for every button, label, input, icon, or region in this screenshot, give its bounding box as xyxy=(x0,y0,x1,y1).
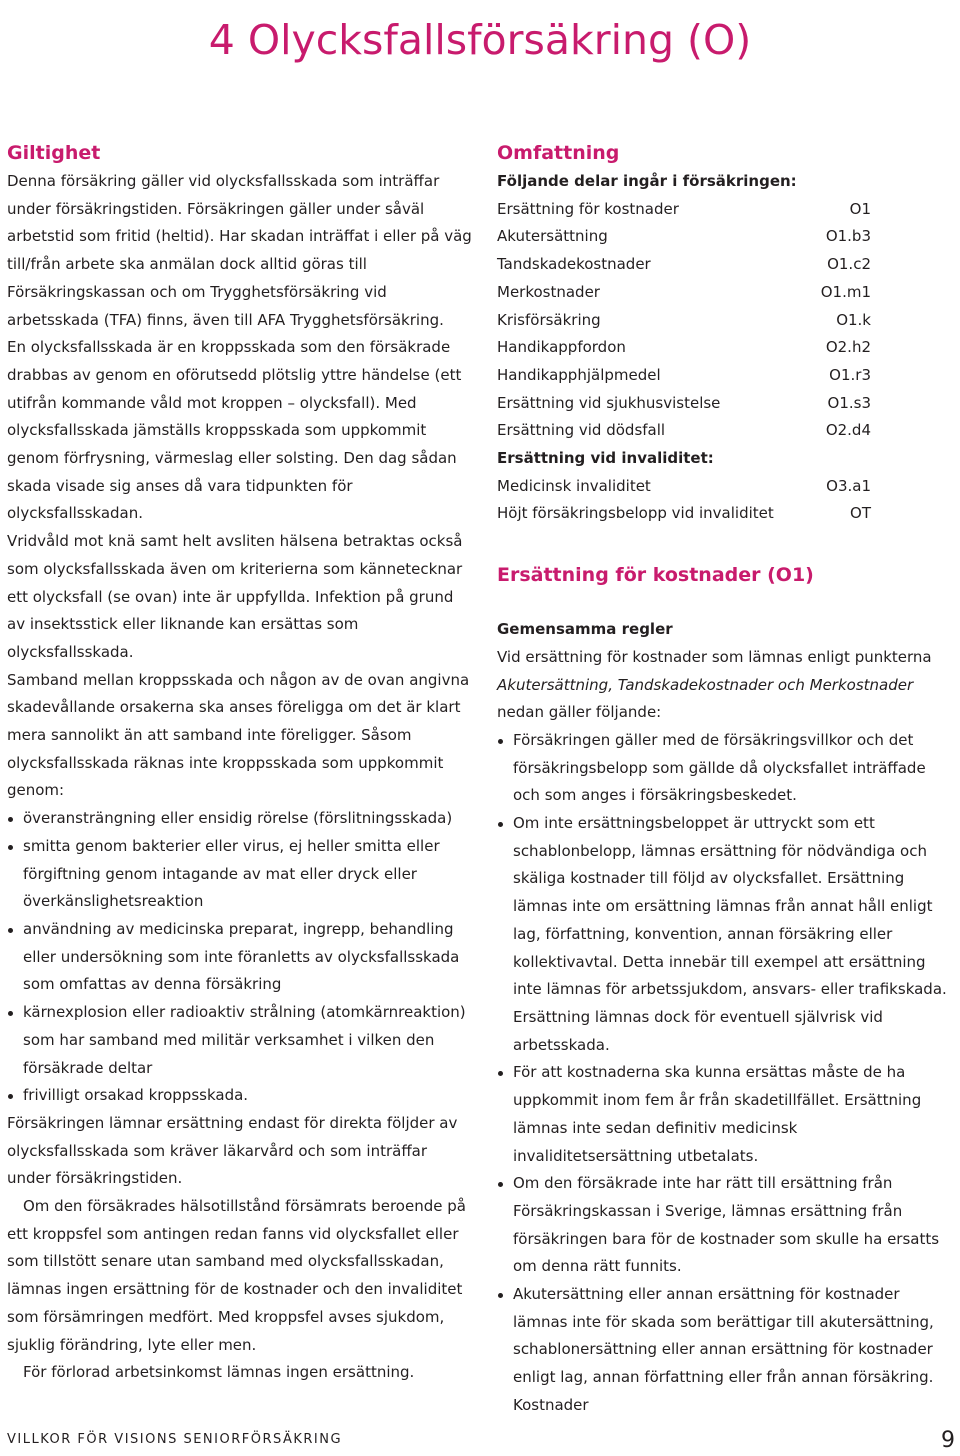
intro-text-b: Akutersättning, Tandskadekostnader och Merkostnader xyxy=(497,675,914,694)
exclusion-list xyxy=(7,805,473,1110)
invaliditet-table xyxy=(497,473,957,528)
paragraph-7: För förlorad arbetsinkomst lämnas ingen ersättning. xyxy=(23,1363,415,1382)
row-code: O1.r3 xyxy=(829,365,871,384)
intro-paragraph xyxy=(497,644,957,727)
row-code: O1.c2 xyxy=(827,255,871,274)
row-code: O2.h2 xyxy=(825,338,871,357)
row-label: Akutersättning xyxy=(497,227,608,246)
row-code: O2.d4 xyxy=(825,421,871,440)
row-label: Krisförsäkring xyxy=(497,310,601,329)
row-label: Tandskadekostnader xyxy=(497,255,651,274)
table-row xyxy=(497,334,957,362)
table-row xyxy=(497,251,957,279)
row-code: O1.m1 xyxy=(820,282,871,301)
row-label: Höjt försäkringsbelopp vid invaliditet xyxy=(497,504,774,523)
table-row xyxy=(497,417,957,445)
intro-text-c: nedan gäller följande: xyxy=(497,703,662,722)
table-row xyxy=(497,500,957,528)
paragraph-5: Försäkringen lämnar ersättning endast för direkta följder av olycksfallsskada som kräver läkarvård och som inträffar under försäkringstiden. xyxy=(7,1113,458,1188)
paragraph-4: Samband mellan kroppsskada och någon av de ovan angivna skadevållande orsakerna ska anses föreligga om det är klart mera sannolikt än att samband inte föreligger. Såsom olycksfallsskada räknas inte kroppsskada som uppkommit genom: xyxy=(7,670,470,800)
row-code: OT xyxy=(850,504,871,523)
list-item: överansträngning eller ensidig rörelse (förslitningsskada) xyxy=(7,805,473,833)
heading-ersattning-kostnader: Ersättning för kostnader (O1) xyxy=(497,564,814,587)
table-row xyxy=(497,279,957,307)
row-label: Ersättning vid dödsfall xyxy=(497,421,666,440)
table-row xyxy=(497,307,957,335)
paragraph-6: Om den försäkrades hälsotillstånd försämrats beroende på ett kroppsfel som antingen redan fanns vid olycksfallet eller som tillstött senare utan samband med olycksfallsskadan, lämnas ingen ersättning för de kostnader och den invaliditet som försämringen medfört. Med kroppsfel avses sjukdom, sjuklig förändring, lyte eller men. xyxy=(7,1197,466,1354)
footer-text: VILLKOR FÖR VISIONS SENIORFÖRSÄKRING xyxy=(7,1432,343,1447)
row-code: O1 xyxy=(849,199,871,218)
coverage-table xyxy=(497,196,957,445)
table-row xyxy=(497,473,957,501)
paragraph-3: Vridvåld mot knä samt helt avsliten hälsena betraktas också som olycksfallsskada även om kriterierna som kännetecknar ett olycksfall (se ovan) inte är uppfyllda. Infektion på grund av insektsstick eller liknande kan ersättas som olycksfallsskada. xyxy=(7,532,463,661)
row-code: O1.b3 xyxy=(825,227,871,246)
list-item: Om inte ersättningsbeloppet är uttryckt som ett schablonbelopp, lämnas ersättning för nödvändiga och skäliga kostnader till följd av olycksfallet. Ersättning lämnas inte om ersättning lämnas från annat håll enligt lag, författning, konvention, annan försäkring eller kollektivavtal. Detta innebär till exempel att ersättning inte lämnas för arbetssjukdom, ansvars- eller trafikskada. Ersättning lämnas dock för eventuell självrisk vid arbetsskada. xyxy=(497,810,957,1059)
row-label: Medicinsk invaliditet xyxy=(497,476,651,495)
paragraph-1: Denna försäkring gäller vid olycksfallsskada som inträffar under försäkringstiden. Försäkringen gäller under såväl arbetstid som fritid (heltid). Har skadan inträffat i eller på väg till/från arbete ska anmälan dock alltid göras till Försäkringskassan och om Trygghetsförsäkring vid arbetsskada (TFA) finns, även till AFA Trygghetsförsäkring. xyxy=(7,172,472,329)
table-row xyxy=(497,223,957,251)
subheading-included-parts: Följande delar ingår i försäkringen: xyxy=(497,172,797,190)
list-item: användning av medicinska preparat, ingrepp, behandling eller undersökning som inte föranletts av olycksfallsskada som omfattas av denna försäkring xyxy=(7,916,473,999)
row-label: Ersättning för kostnader xyxy=(497,199,679,218)
paragraph-2: En olycksfallsskada är en kroppsskada som den försäkrade drabbas av genom en oförutsedd plötslig yttre händelse (ett utifrån kommande våld mot kroppen – olycksfall). Med olycksfallsskada jämställs kroppsskada som uppkommit genom förfrysning, värmeslag eller solsting. Den dag sådan skada visade sig anses då vara tidpunkten för olycksfallsskadan. xyxy=(7,338,462,523)
row-label: Handikappfordon xyxy=(497,338,626,357)
intro-text-a: Vid ersättning för kostnader som lämnas enligt punkterna xyxy=(497,647,932,666)
list-item: Akutersättning eller annan ersättning för kostnader lämnas inte för skada som berättigar till akutersättning, schablonersättning eller annan ersättning för kostnader enligt lag, annan författning eller från annan försäkring. Kostnader xyxy=(497,1281,957,1420)
row-label: Ersättning vid sjukhusvistelse xyxy=(497,393,721,412)
list-item: För att kostnaderna ska kunna ersättas måste de ha uppkommit inom fem år från skadetillfället. Ersättning lämnas inte sedan definitiv medicinsk invaliditetsersättning utbetalats. xyxy=(497,1059,957,1170)
row-code: O1.k xyxy=(836,310,871,329)
list-item: frivilligt orsakad kroppsskada. xyxy=(7,1082,473,1110)
table-row xyxy=(497,196,957,224)
table-row xyxy=(497,362,957,390)
row-label: Merkostnader xyxy=(497,282,600,301)
list-item: Om den försäkrade inte har rätt till ersättning från Försäkringskassan i Sverige, lämnas ersättning från försäkringen bara för de kostnader som skulle ha ersatts om denna rätt funnits. xyxy=(497,1170,957,1281)
subheading-invaliditet: Ersättning vid invaliditet: xyxy=(497,449,714,468)
left-column xyxy=(7,140,473,1387)
subheading-gemensamma-regler: Gemensamma regler xyxy=(497,620,673,639)
row-code: O1.s3 xyxy=(827,393,871,412)
list-item: kärnexplosion eller radioaktiv strålning (atomkärnreaktion) som har samband med militär verksamhet i vilken den försäkrade deltar xyxy=(7,999,473,1082)
row-label: Handikapphjälpmedel xyxy=(497,365,661,384)
heading-omfattning: Omfattning xyxy=(497,142,620,164)
page-title: 4 Olycksfallsförsäkring (O) xyxy=(208,16,752,64)
right-column xyxy=(497,140,957,1420)
row-code: O3.a1 xyxy=(826,476,871,495)
table-row xyxy=(497,390,957,418)
heading-giltighet: Giltighet xyxy=(7,142,101,164)
list-item: smitta genom bakterier eller virus, ej heller smitta eller förgiftning genom intagande av mat eller dryck eller överkänslighetsreaktion xyxy=(7,833,473,916)
rules-list xyxy=(497,727,957,1420)
page-number: 9 xyxy=(941,1428,955,1453)
list-item: Försäkringen gäller med de försäkringsvillkor och det försäkringsbelopp som gällde då olycksfallet inträffade och som anges i försäkringsbeskedet. xyxy=(497,727,957,810)
